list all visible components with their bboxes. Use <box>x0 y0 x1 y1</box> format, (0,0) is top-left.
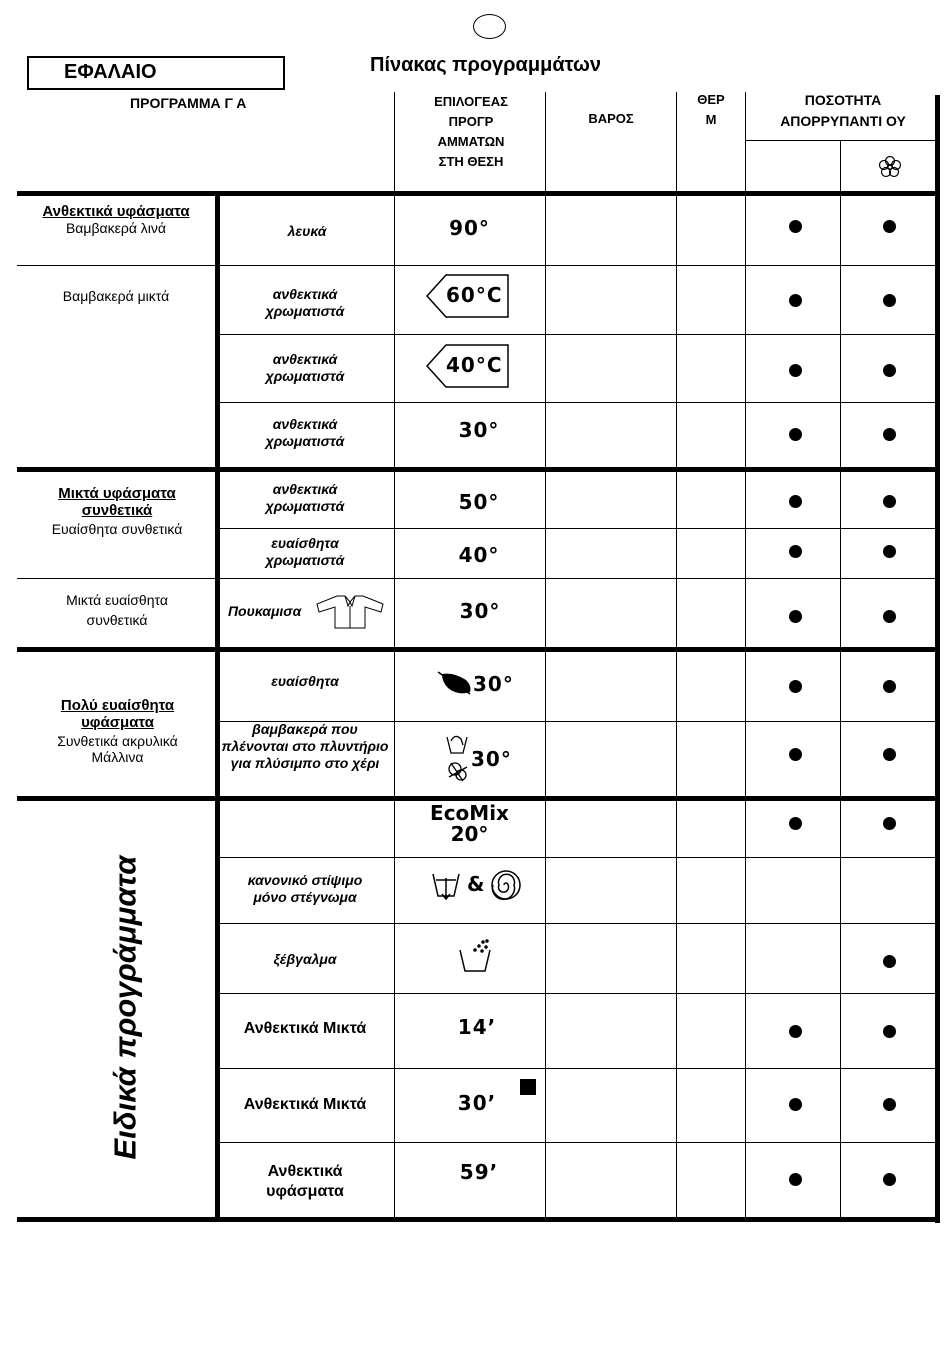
detergent-dot <box>789 817 802 830</box>
selector-60-box: 60°C <box>426 274 510 323</box>
page-title: Πίνακας προγραμμάτων <box>370 54 602 76</box>
selector-50: 50° <box>458 490 500 514</box>
sub-label-7: ευαίσθητα <box>271 673 339 689</box>
detergent-dot <box>883 817 896 830</box>
sub-label-11: ξέβγαλμα <box>273 951 337 967</box>
category-cotton-mixed: Βαμβακερά μικτά <box>62 288 170 304</box>
sub-label-6: Πουκαμισα <box>228 603 302 619</box>
detergent-dot <box>883 220 896 233</box>
shirt-icon <box>315 594 385 630</box>
header-therm: ΘΕΡ Μ <box>697 92 725 127</box>
selector-ecomix: EcoMix 20° <box>430 801 509 846</box>
header-program: ΠΡΟΓΡΑΜΜΑ Γ Α <box>130 95 247 111</box>
square-marker-icon <box>520 1079 536 1095</box>
category-mixed-delicate: Μικτά ευαίσθητα συνθετικά <box>66 592 168 628</box>
sub-label-1: ανθεκτικά χρωματιστά <box>265 286 345 319</box>
selector-40: 40° <box>458 543 500 567</box>
selector-30-a: 30° <box>458 418 500 442</box>
sub-label-8: βαμβακερά που πλένονται στο πλυντήριο για πλύσιμπο στο χέρι <box>221 721 389 771</box>
detergent-dot <box>883 748 896 761</box>
flower-icon <box>877 154 903 180</box>
rinse-icon <box>457 938 493 974</box>
detergent-dot <box>883 610 896 623</box>
detergent-dot <box>789 428 802 441</box>
category-mixed-synthetic: Μικτά υφάσματα συνθετικά Ευαίσθητα συνθετικά <box>51 485 183 537</box>
selector-40-box: 40°C <box>426 344 510 393</box>
detergent-dot <box>883 955 896 968</box>
detergent-dot <box>789 748 802 761</box>
ampersand: & <box>467 872 486 896</box>
detergent-dot <box>789 1098 802 1111</box>
handwash-wool-icon <box>443 731 473 785</box>
feather-icon <box>436 670 474 698</box>
sub-label-10: κανονικό στίψιμο μόνο στέγνωμα <box>247 872 363 905</box>
sub-label-13: Ανθεκτικά Μικτά <box>243 1096 367 1113</box>
detergent-dot <box>789 545 802 558</box>
section-label: ΕΦΑΛΑΙΟ <box>64 61 157 83</box>
category-very-delicate: Πολύ ευαίσθητα υφάσματα Συνθετικά ακρυλικά Μάλλινα <box>57 697 178 765</box>
sub-label-4: ανθεκτικά χρωματιστά <box>265 481 345 514</box>
detergent-dot <box>789 220 802 233</box>
sub-label-2: ανθεκτικά χρωματιστά <box>265 351 345 384</box>
detergent-dot <box>883 1025 896 1038</box>
selector-30-delicate: 30° <box>473 672 514 696</box>
detergent-dot <box>883 428 896 441</box>
detergent-dot <box>789 1173 802 1186</box>
header-weight: ΒΑΡΟΣ <box>588 111 634 126</box>
detergent-dot <box>789 610 802 623</box>
selector-90: 90° <box>449 216 490 240</box>
selector-59min: 59’ <box>459 1160 499 1184</box>
category-resistant: Ανθεκτικά υφάσματα Βαμβακερά λινά <box>42 203 190 236</box>
header-selector: ΕΠΙΛΟΓΕΑΣ ΠΡΟΓΡ ΑΜΜΑΤΩΝ ΣΤΗ ΘΕΣΗ <box>434 94 508 169</box>
detergent-dot <box>789 495 802 508</box>
detergent-dot <box>883 495 896 508</box>
detergent-dot <box>789 680 802 693</box>
category-special: Ειδικά προγράμματα <box>107 855 143 1160</box>
detergent-dot <box>883 294 896 307</box>
detergent-dot <box>883 545 896 558</box>
detergent-dot <box>789 364 802 377</box>
detergent-dot <box>789 1025 802 1038</box>
selector-14min: 14’ <box>457 1015 497 1039</box>
header-detergent: ΠΟΣΟΤΗΤΑ ΑΠΟΡΡΥΠΑΝΤΙ ΟΥ <box>780 92 906 129</box>
sub-label-14: Ανθεκτικά υφάσματα <box>266 1163 344 1200</box>
detergent-dot <box>789 294 802 307</box>
selector-30min: 30’ <box>457 1091 497 1115</box>
sub-label-5: ευαίσθητα χρωματιστά <box>265 535 345 568</box>
detergent-dot <box>883 680 896 693</box>
detergent-dot <box>883 1173 896 1186</box>
detergent-dot <box>883 364 896 377</box>
detergent-dot <box>883 1098 896 1111</box>
sub-label-0: λευκά <box>287 223 327 239</box>
selector-30-handwash: 30° <box>471 747 512 771</box>
sub-label-3: ανθεκτικά χρωματιστά <box>265 416 345 449</box>
page-number-oval <box>473 14 506 39</box>
section-label-box <box>27 56 285 90</box>
sub-label-12: Ανθεκτικά Μικτά <box>243 1020 367 1037</box>
selector-30-shirt: 30° <box>459 599 501 623</box>
